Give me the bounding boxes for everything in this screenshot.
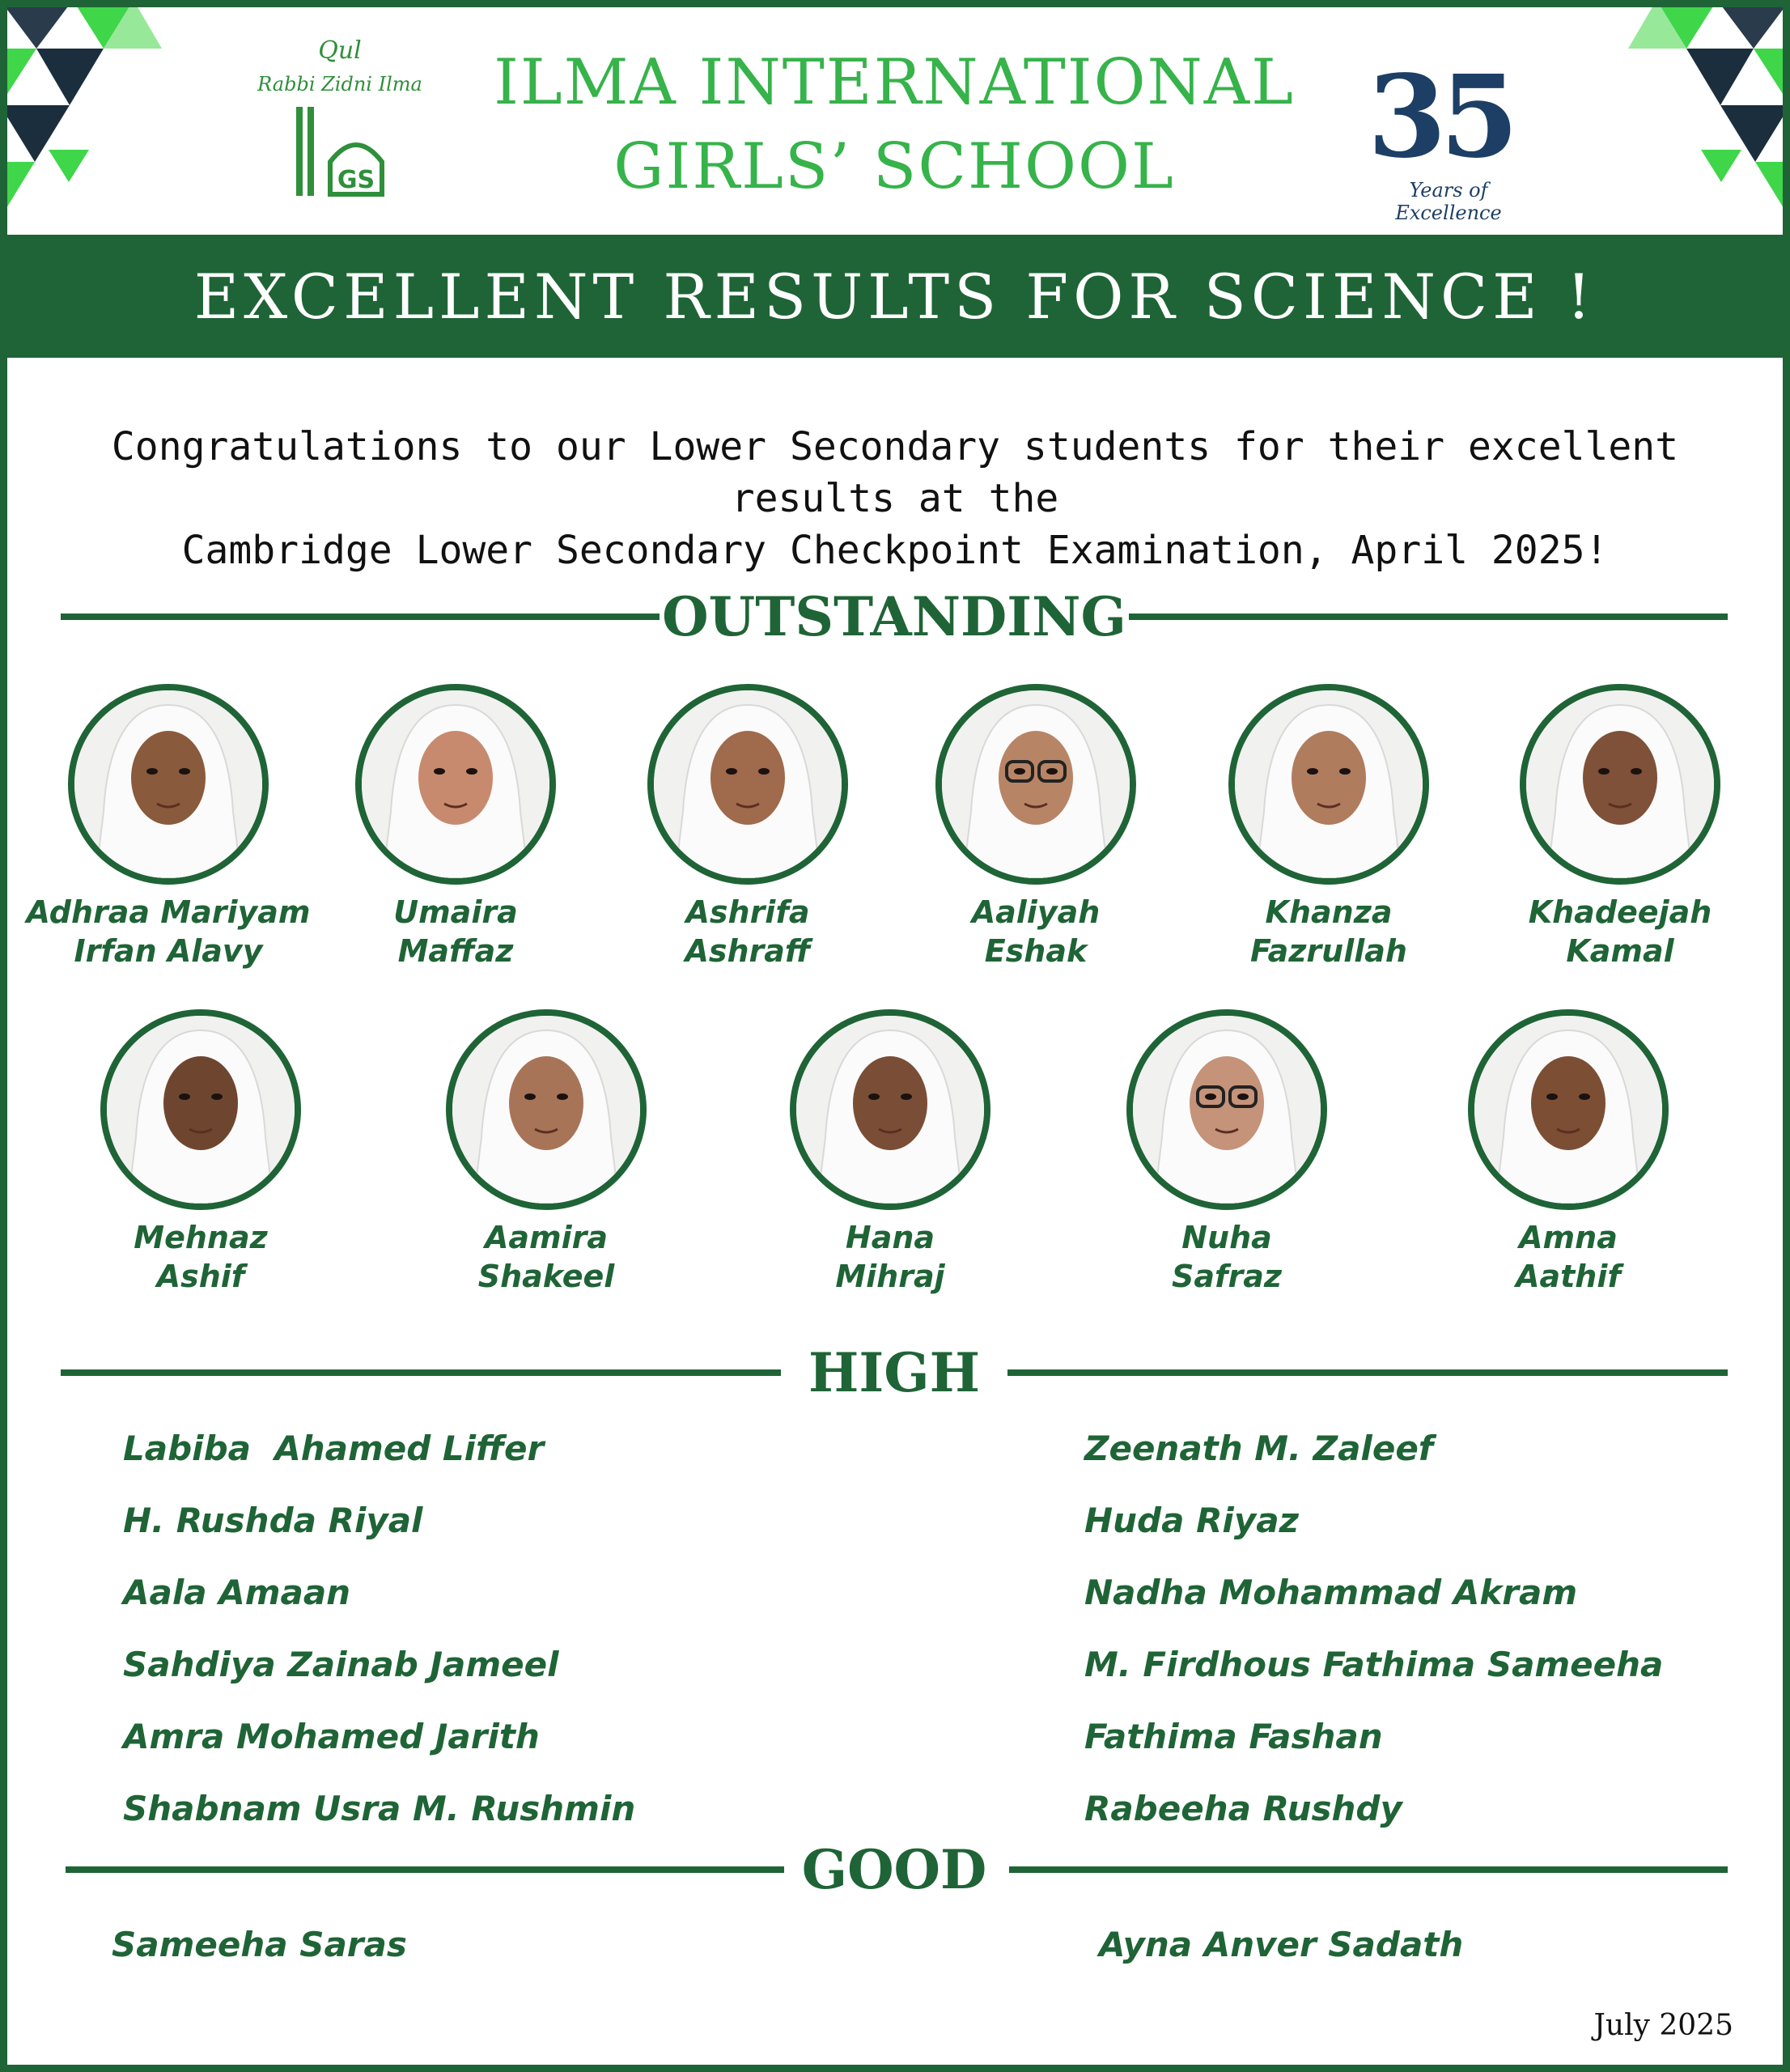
banner-title: EXCELLENT RESULTS FOR SCIENCE ! (193, 260, 1597, 333)
good-label: GOOD (801, 1838, 987, 1901)
list-item: Rabeeha Rushdy (1084, 1789, 1402, 1828)
student-portrait (100, 1009, 301, 1210)
school-name-line2: GIRLS’ SCHOOL (613, 130, 1175, 203)
high-list-left (123, 1424, 635, 1857)
list-item: Labiba Ahamed Liffer (123, 1429, 545, 1468)
school-name-line1: ILMA INTERNATIONAL (494, 46, 1295, 119)
student-name: Aaliyah Eshak (971, 894, 1101, 969)
student-card (1183, 684, 1474, 970)
footer-date: July 2025 (1593, 2009, 1733, 2042)
student-portrait (446, 1009, 647, 1210)
list-item: Zeenath M. Zaleef (1084, 1429, 1434, 1468)
student-name: Hana Mihraj (835, 1220, 945, 1294)
student-card (55, 1009, 346, 1296)
student-card (1474, 684, 1766, 970)
student-name: Mehnaz Ashif (134, 1220, 268, 1294)
outstanding-heading (61, 584, 1728, 649)
list-item: Shabnam Usra M. Rushmin (123, 1789, 636, 1828)
corner-decoration-right (1596, 0, 1790, 235)
student-portrait (68, 684, 269, 885)
title-banner (0, 235, 1790, 358)
list-item: Huda Riyaz (1084, 1501, 1299, 1540)
good-heading (61, 1837, 1728, 1902)
student-portrait (647, 684, 848, 885)
good-list-left (112, 1921, 407, 1993)
school-crest-logo (243, 32, 437, 210)
student-card (23, 684, 314, 970)
list-item: H. Rushda Riyal (123, 1501, 423, 1540)
student-portrait (1126, 1009, 1327, 1210)
student-name: Amna Aathif (1516, 1220, 1621, 1294)
student-name: Aamira Shakeel (477, 1220, 615, 1294)
good-list-right (1099, 1921, 1463, 1993)
list-item: Ayna Anver Sadath (1099, 1925, 1464, 1964)
student-name: Khadeejah Kamal (1528, 894, 1712, 969)
list-item: Sahdiya Zainab Jameel (123, 1645, 559, 1684)
school-header (0, 0, 1790, 235)
student-name: Ashrifa Ashraff (685, 894, 811, 969)
student-card (744, 1009, 1036, 1296)
student-card (310, 684, 601, 970)
intro-line1: Congratulations to our Lower Secondary students for their excellent results at the (111, 424, 1679, 521)
anniversary-number: 35 (1368, 51, 1512, 184)
student-card (602, 684, 893, 970)
svg-text:Rabbi Zidni Ilma: Rabbi Zidni Ilma (257, 73, 422, 96)
student-portrait (935, 684, 1136, 885)
list-item: Nadha Mohammad Akram (1084, 1573, 1578, 1612)
high-list-right (1084, 1424, 1663, 1857)
list-item: Amra Mohamed Jarith (123, 1717, 540, 1756)
student-card (401, 1009, 692, 1296)
student-name: Khanza Fazrullah (1250, 894, 1407, 969)
student-portrait (1228, 684, 1429, 885)
student-portrait (355, 684, 556, 885)
intro-line2: Cambridge Lower Secondary Checkpoint Examination, April 2025! (181, 528, 1609, 573)
student-portrait (790, 1009, 990, 1210)
student-card (890, 684, 1181, 970)
high-heading (61, 1340, 1728, 1405)
congratulations-text (81, 421, 1709, 576)
high-label: HIGH (808, 1341, 980, 1404)
student-portrait (1520, 684, 1720, 885)
svg-text:Qul: Qul (318, 36, 362, 65)
list-item: Fathima Fashan (1084, 1717, 1383, 1756)
anniversary-logo (1335, 51, 1546, 224)
student-portrait (1468, 1009, 1669, 1210)
school-name (453, 40, 1335, 209)
anniversary-subtitle: Years of Excellence (1395, 179, 1502, 224)
list-item: M. Firdhous Fathima Sameeha (1084, 1645, 1664, 1684)
corner-decoration-left (0, 0, 194, 235)
student-name: Umaira Maffaz (393, 894, 518, 969)
outstanding-label: OUTSTANDING (662, 585, 1126, 648)
student-card (1423, 1009, 1714, 1296)
list-item: Sameeha Saras (112, 1925, 407, 1964)
student-name: Adhraa Mariyam Irfan Alavy (26, 894, 311, 969)
student-card (1081, 1009, 1372, 1296)
svg-text:GS: GS (337, 166, 375, 194)
list-item: Aala Amaan (123, 1573, 351, 1612)
student-name: Nuha Safraz (1171, 1220, 1283, 1294)
